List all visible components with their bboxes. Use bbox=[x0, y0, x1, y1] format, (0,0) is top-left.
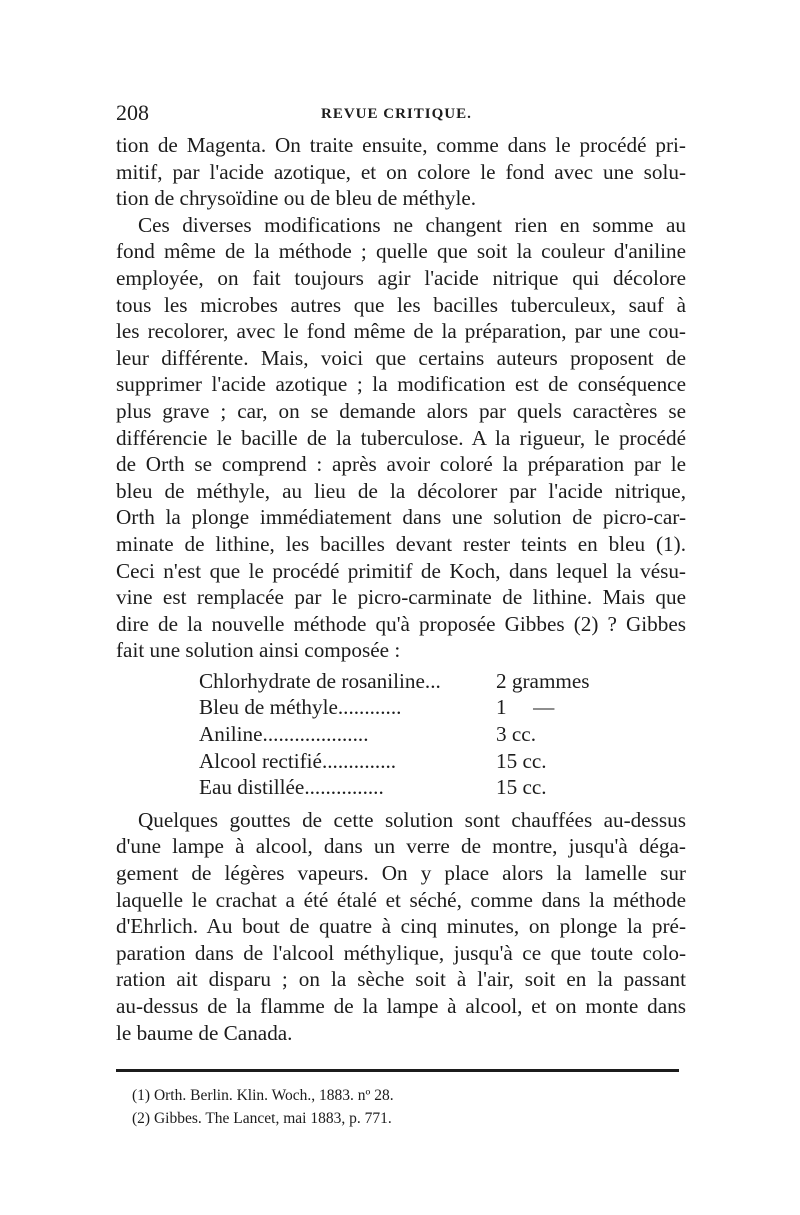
text-line: dire de la nouvelle méthode qu'à proposée Gibbes (2) ? Gibbes bbox=[116, 611, 686, 636]
text-line: supprimer l'acide azotique ; la modification est de conséquence bbox=[116, 372, 686, 397]
footnote-divider bbox=[116, 1069, 679, 1072]
text-line: ration ait disparu ; on la sèche soit à l'air, soit en la passant bbox=[116, 967, 686, 992]
text-line: paration dans de l'alcool méthylique, jusqu'à ce que toute colo- bbox=[116, 940, 686, 965]
text-line: Orth la plonge immédiatement dans une solution de picro-car- bbox=[116, 505, 686, 530]
text-line: tion de Magenta. On traite ensuite, comme dans le procédé pri- bbox=[116, 133, 686, 157]
ingredient-quantity: 1 — bbox=[496, 695, 555, 720]
ingredient-quantity: 15 cc. bbox=[496, 775, 547, 800]
ingredient-name: Eau distillée............... bbox=[199, 775, 384, 800]
ingredient-quantity: 2 grammes bbox=[496, 668, 590, 693]
text-line: fond même de la méthode ; quelle que soit la couleur d'aniline bbox=[116, 239, 686, 264]
formula-row bbox=[116, 668, 686, 695]
main-text bbox=[116, 132, 686, 1046]
text-line: Ces diverses modifications ne changent rien en somme au bbox=[138, 212, 686, 237]
text-line: au-dessus de la flamme de la lampe à alcool, et on monte dans bbox=[116, 994, 686, 1018]
formula-row bbox=[116, 721, 686, 748]
text-line: gement de légères vapeurs. On y place alors la lamelle sur bbox=[116, 861, 686, 886]
text-line: de Orth se comprend : après avoir coloré la préparation par le bbox=[116, 452, 686, 477]
formula-row bbox=[116, 774, 686, 801]
ingredient-quantity: 15 cc. bbox=[496, 748, 547, 773]
ingredient-name: Chlorhydrate de rosaniline... bbox=[199, 668, 441, 693]
formula-row bbox=[116, 694, 686, 721]
page-number: 208 bbox=[116, 100, 149, 125]
ingredient-name: Bleu de méthyle............ bbox=[199, 695, 402, 720]
paragraph-3 bbox=[116, 807, 686, 1046]
paragraph-1 bbox=[116, 132, 686, 212]
text-line: Quelques gouttes de cette solution sont chauffées au-dessus bbox=[138, 807, 686, 832]
paragraph-2 bbox=[116, 212, 686, 664]
text-line: vine est remplacée par le picro-carminate de lithine. Mais que bbox=[116, 585, 686, 610]
text-line: le baume de Canada. bbox=[116, 1020, 293, 1045]
formula-row bbox=[116, 748, 686, 775]
text-line: laquelle le crachat a été étalé et séché, comme dans la méthode bbox=[116, 887, 686, 912]
page-header bbox=[116, 98, 686, 128]
text-line: différencie le bacille de la tuberculose. A la rigueur, le procédé bbox=[116, 425, 686, 450]
text-line: fait une solution ainsi composée : bbox=[116, 638, 401, 663]
text-line: mitif, par l'acide azotique, et on colore le fond avec une solu- bbox=[116, 159, 686, 184]
text-line: plus grave ; car, on se demande alors par quels caractères se bbox=[116, 398, 686, 423]
running-title: REVUE CRITIQUE. bbox=[321, 106, 472, 122]
ingredient-quantity: 3 cc. bbox=[496, 722, 536, 747]
footnotes bbox=[116, 1084, 686, 1130]
footnote: (2) Gibbes. The Lancet, mai 1883, p. 771. bbox=[132, 1110, 392, 1127]
text-line: employée, on fait toujours agir l'acide nitrique qui décolore bbox=[116, 265, 686, 290]
ingredient-name: Aniline.................... bbox=[199, 722, 369, 747]
text-line: leur différente. Mais, voici que certains auteurs proposent de bbox=[116, 345, 686, 370]
text-line: Ceci n'est que le procédé primitif de Koch, dans lequel la vésu- bbox=[116, 558, 686, 583]
ingredient-name: Alcool rectifié.............. bbox=[199, 748, 397, 773]
text-line: minate de lithine, les bacilles devant rester teints en bleu (1). bbox=[116, 531, 686, 556]
formula-table bbox=[116, 668, 686, 801]
footnote: (1) Orth. Berlin. Klin. Woch., 1883. nº 28. bbox=[132, 1087, 394, 1104]
text-line: bleu de méthyle, au lieu de la décolorer par l'acide nitrique, bbox=[116, 478, 686, 503]
text-line: d'une lampe à alcool, dans un verre de montre, jusqu'à déga- bbox=[116, 834, 686, 859]
text-line: tion de chrysoïdine ou de bleu de méthyle. bbox=[116, 186, 477, 211]
text-line: d'Ehrlich. Au bout de quatre à cinq minutes, on plonge la pré- bbox=[116, 914, 686, 939]
text-line: les recolorer, avec le fond même de la préparation, par une cou- bbox=[116, 319, 686, 344]
text-line: tous les microbes autres que les bacilles tuberculeux, sauf à bbox=[116, 292, 686, 317]
